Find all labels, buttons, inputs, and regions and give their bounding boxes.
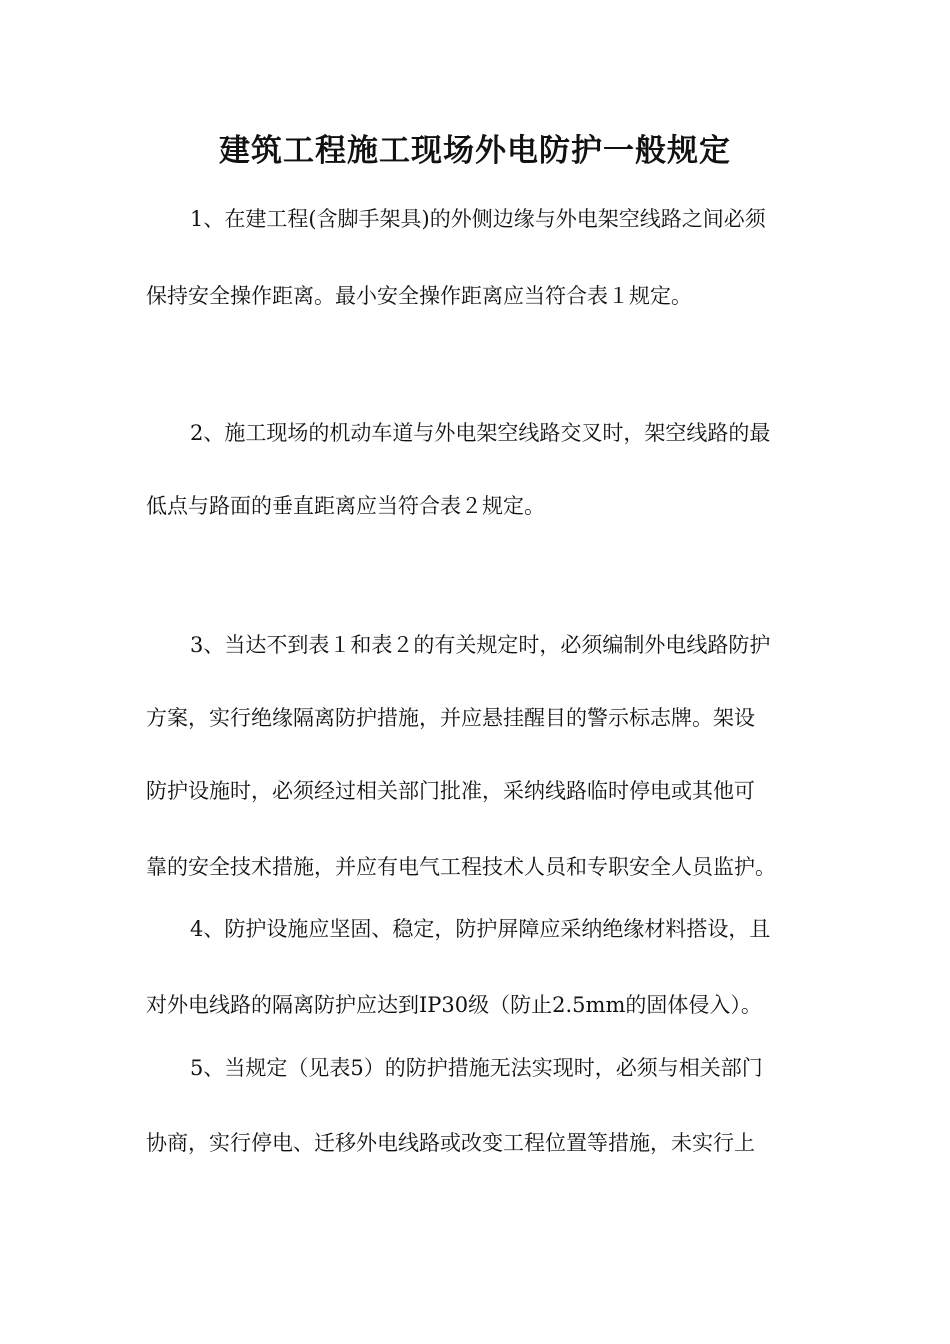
paragraph-3-line-2: 方案，实行绝缘隔离防护措施，并应悬挂醒目的警示标志牌。架设 — [146, 706, 755, 730]
paragraph-1-line-1: 1、在建工程(含脚手架具)的外侧边缘与外电架空线路之间必须 — [190, 207, 766, 231]
paragraph-3-line-4: 靠的安全技术措施，并应有电气工程技术人员和专职安全人员监护。 — [146, 855, 776, 879]
document-title: 建筑工程施工现场外电防护一般规定 — [219, 133, 731, 169]
paragraph-1-line-2: 保持安全操作距离。最小安全操作距离应当符合表１规定。 — [146, 284, 692, 308]
paragraph-5-line-1: 5、当规定（见表5）的防护措施无法实现时，必须与相关部门 — [190, 1056, 763, 1080]
paragraph-4-line-2: 对外电线路的隔离防护应达到IP30级（防止2.5mm的固体侵入）。 — [146, 993, 762, 1017]
paragraph-2-line-1: 2、施工现场的机动车道与外电架空线路交叉时，架空线路的最 — [190, 421, 771, 445]
paragraph-2-line-2: 低点与路面的垂直距离应当符合表２规定。 — [146, 494, 545, 518]
paragraph-3-line-1: 3、当达不到表１和表２的有关规定时，必须编制外电线路防护 — [190, 633, 771, 657]
paragraph-3-line-3: 防护设施时，必须经过相关部门批准，采纳线路临时停电或其他可 — [146, 779, 755, 803]
paragraph-5-line-2: 协商，实行停电、迁移外电线路或改变工程位置等措施，未实行上 — [146, 1131, 755, 1155]
paragraph-4-line-1: 4、防护设施应坚固、稳定，防护屏障应采纳绝缘材料搭设，且 — [190, 917, 771, 941]
